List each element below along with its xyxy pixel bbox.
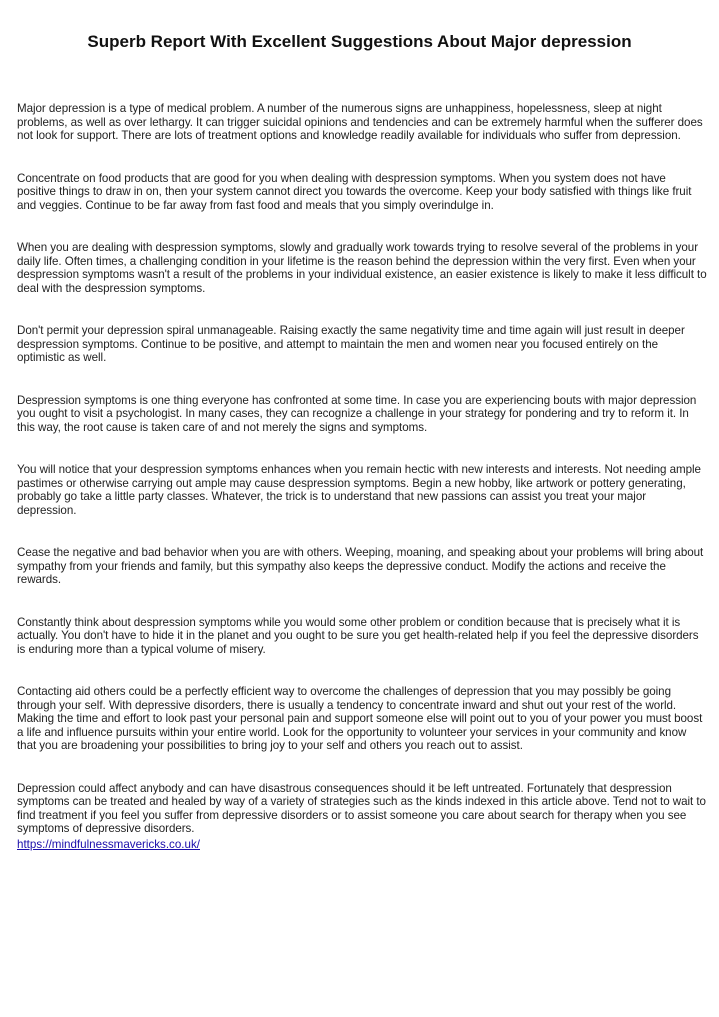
paragraph-3: When you are dealing with despression symptoms, slowly and gradually work towards trying to resolve several of the problems in your daily life. Often times, a challenging condition in your lifetime is the reason behind the depression within the very first. Even when your despression symptoms wasn't a result of the problems in your individual existence, an easier existence is likely to make it less difficult to deal with the despression symptoms. (17, 241, 707, 295)
document-body (17, 102, 707, 865)
paragraph-8: Constantly think about despression symptoms while you would some other problem or condition because that is precisely what it is actually. You don't have to hide it in the planet and you ought to be sure you get health-related help if you feel the depressive disorders is enduring more than a typical volume of misery. (17, 615, 699, 656)
paragraph-6: You will notice that your despression symptoms enhances when you remain hectic with new interests and interests. Not needing ample pastimes or otherwise carrying out ample may cause despression symptoms. Begin a new hobby, like artwork or pottery generating, probably go take a little party classes. Whatever, the trick is to understand that new passions can assist you treat your major depression. (17, 463, 701, 517)
paragraph-1: Major depression is a type of medical problem. A number of the numerous signs are unhappiness, hopelessness, sleep at night problems, as well as over lethargy. It can trigger suicidal opinions and tendencies and can be extremely harmful when the sufferer does not look for support. There are lots of treatment options and knowledge readily available for individuals who suffer from depression. (17, 102, 703, 142)
paragraph-5: Despression symptoms is one thing everyone has confronted at some time. In case you are experiencing bouts with major depression you ought to visit a psychologist. In many cases, they can recognize a challenge in your strategy for pondering and try to reform it. In this way, the root cause is taken care of and not merely the signs and symptoms. (17, 393, 697, 434)
paragraph-2: Concentrate on food products that are good for you when dealing with despression symptoms. When you system does not have positive things to draw in on, then your system cannot direct you towards the overcome. Keep your body satisfied with things like fruit and veggies. Continue to be far away from fast food and meals that you simply overindulge in. (17, 171, 692, 212)
paragraph-4: Don't permit your depression spiral unmanageable. Raising exactly the same negativity time and time again will just result in deeper despression symptoms. Continue to be positive, and attempt to maintain the men and women near you focused entirely on the optimistic as well. (17, 324, 685, 364)
document-title: Superb Report With Excellent Suggestions About Major depression (87, 32, 632, 51)
paragraph-9: Contacting aid others could be a perfectly efficient way to overcome the challenges of depression that you may possibly be going through your self. With depressive disorders, there is usually a tendency to concentrate inward and shut out your rest of the world. Making the time and effort to look past your personal pain and support someone else will point out to you of your power you must boost a life and influence pursuits within your entire world. Look for the opportunity to volunteer your services in your community and know that you are broadening your possibilities to bring joy to your self and others you reach out to assist. (17, 685, 703, 752)
source-link[interactable]: https://mindfulnessmavericks.co.uk/ (17, 838, 200, 851)
paragraph-10: Depression could affect anybody and can have disastrous consequences should it be left untreated. Fortunately that despression symptoms can be treated and healed by way of a variety of strategies such as the kinds indexed in this article above. Tend not to wait to find treatment if you feel you suffer from depressive disorders or to assist someone you care about search for therapy when you see symptoms of depressive disorders. (17, 781, 706, 835)
paragraph-7: Cease the negative and bad behavior when you are with others. Weeping, moaning, and speaking about your problems will bring about sympathy from your friends and family, but this sympathy also keeps the depressive conduct. Modify the actions and receive the rewards. (17, 546, 704, 586)
